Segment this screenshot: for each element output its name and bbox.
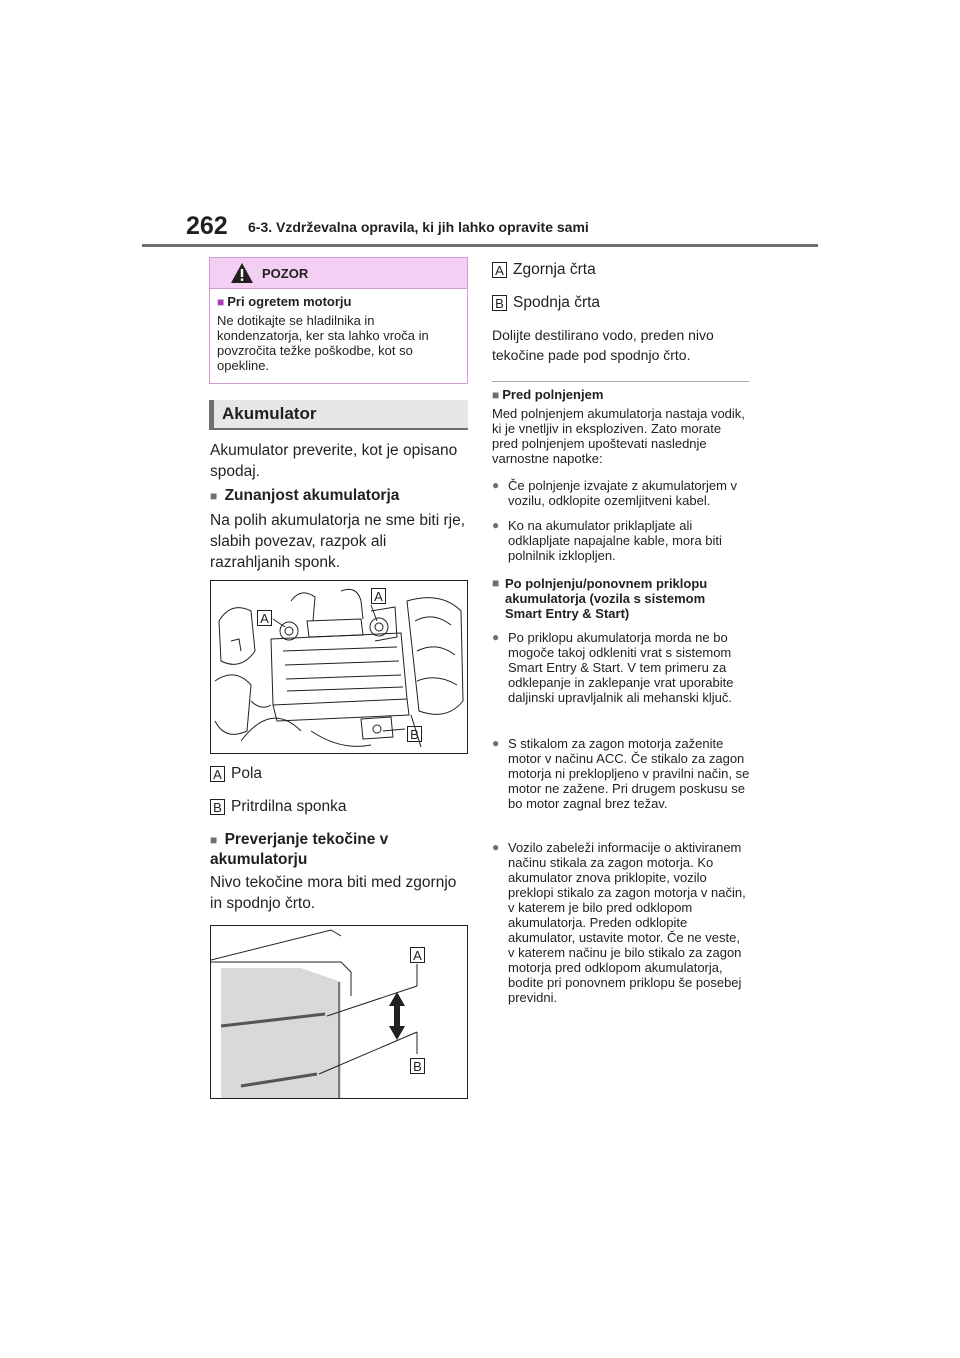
pred-text: Med polnjenjem akumulatorja nastaja vodik, ki je vnetljiv in eksploziven. Zato morate pred polnjenjem upoštevati naslednje varnostne napotke: [492,406,745,466]
warning-subheading-text: Pri ogretem motorju [227,294,352,309]
warning-title: POZOR [262,266,309,281]
tekocina-heading-text: Preverjanje tekočine v akumulatorju [210,831,389,868]
fig2-label-a: A [410,947,425,963]
battery-illustration [211,581,467,753]
zunanjost-text: Na polih akumulatorja ne sme biti rje, slabih povezav, razpok ali razrahljanih sponk. [210,512,466,571]
legend-key: A [492,262,507,278]
po-bullet-text: S stikalom za zagon motorja zaženite motor v načinu ACC. Če stikalo za zagon motorja ni preklopljeno v pravilni način, se motor ne zažene. Pri drugem poskusu se bo motor zagnal brez težav. [508,736,750,811]
po-heading [492,576,750,621]
fig2-label-b: B [410,1058,425,1074]
pred-bullet-text: Če polnjenje izvajate z akumulatorjem v vozilu, odklopite ozemljitveni kabel. [508,478,738,508]
square-bullet-icon: ■ [217,295,225,309]
dolijte-text: Dolijte destilirano vodo, preden nivo tekočine pade pod spodnjo črto. [492,327,714,363]
fluid-level-figure [210,925,468,1099]
pred-heading-text: Pred polnjenjem [502,387,604,402]
fluid-level-illustration [211,926,467,1098]
pred-heading [492,387,603,403]
po-bullet-text: Vozilo zabeleži informacije o aktiviranem načinu stikala za zagon motorja. Ko akumulator znova priklopite, vozilo preklopi stikalo za zagon motorja v način, v katerem je bilo pred odklopom akumulatorja. Preden odklopite akumulator, ustavite motor. Če ne veste, v katerem načinu je bilo stikalo za zagon motorja pred odklopom akumulatorja, bodite pri ponovnem priklopu še posebej previdni. [508,840,746,1005]
page-number: 262 [186,212,228,240]
legend-key: A [210,766,225,782]
tekocina-text: Nivo tekočine mora biti med zgornjo in spodnjo črto. [210,874,457,912]
battery-figure [210,580,468,754]
legend-item-zgornja [492,261,596,279]
legend-key: B [492,295,507,311]
po-bullet-text: Po priklopu akumulatorja morda ne bo mogoče takoj odkleniti vrat s sistemom Smart Entry & Start. V tem primeru za odklepanje in zaklepanje vrat uporabite daljinski upravljalnik ali mehanski ključ. [508,630,734,705]
round-bullet-icon: ● [492,478,500,492]
square-bullet-icon: ■ [492,388,500,402]
square-bullet-icon: ■ [210,489,218,503]
section-heading-text: Akumulator [222,404,317,423]
zunanjost-heading-text: Zunanjost akumulatorja [224,487,400,504]
fig1-label-a: A [257,610,272,626]
divider [492,381,749,382]
legend-item-spodnja [492,294,600,312]
square-bullet-icon: ■ [492,576,500,590]
round-bullet-icon: ● [492,840,500,854]
square-bullet-icon: ■ [210,833,218,847]
legend-item-pola [210,765,262,783]
warning-header [210,258,467,289]
legend-text: Spodnja črta [513,294,601,311]
warning-box [209,257,468,384]
legend-item-sponka [210,798,346,816]
legend-key: B [210,799,225,815]
zunanjost-heading [210,486,399,506]
round-bullet-icon: ● [492,630,500,644]
section-heading-akumulator [209,400,468,430]
fig1-label-a: A [371,588,386,604]
section-title: 6-3. Vzdrževalna opravila, ki jih lahko opravite sami [248,219,589,235]
warning-triangle-icon [230,262,254,284]
legend-text: Pola [231,765,263,782]
pred-bullet-text: Ko na akumulator priklapljate ali odklapljate napajalne kable, mora biti polnilnik izklopljen. [508,518,722,563]
warning-subheading [217,294,352,309]
warning-text: Ne dotikajte se hladilnika in kondenzatorja, ker sta lahko vroča in povzročita težke poškodbe, kot so opekline. [217,313,429,373]
tekocina-heading [210,830,468,869]
legend-text: Zgornja črta [513,261,596,278]
legend-text: Pritrdilna sponka [231,798,347,815]
intro-text: Akumulator preverite, kot je opisano spodaj. [210,442,458,480]
round-bullet-icon: ● [492,518,500,532]
po-heading-text: Po polnjenju/ponovnem priklopu akumulatorja (vozila s sistemom Smart Entry & Start) [505,576,708,621]
header-rule [142,244,818,247]
fig1-label-b: B [407,726,422,742]
round-bullet-icon: ● [492,736,500,750]
